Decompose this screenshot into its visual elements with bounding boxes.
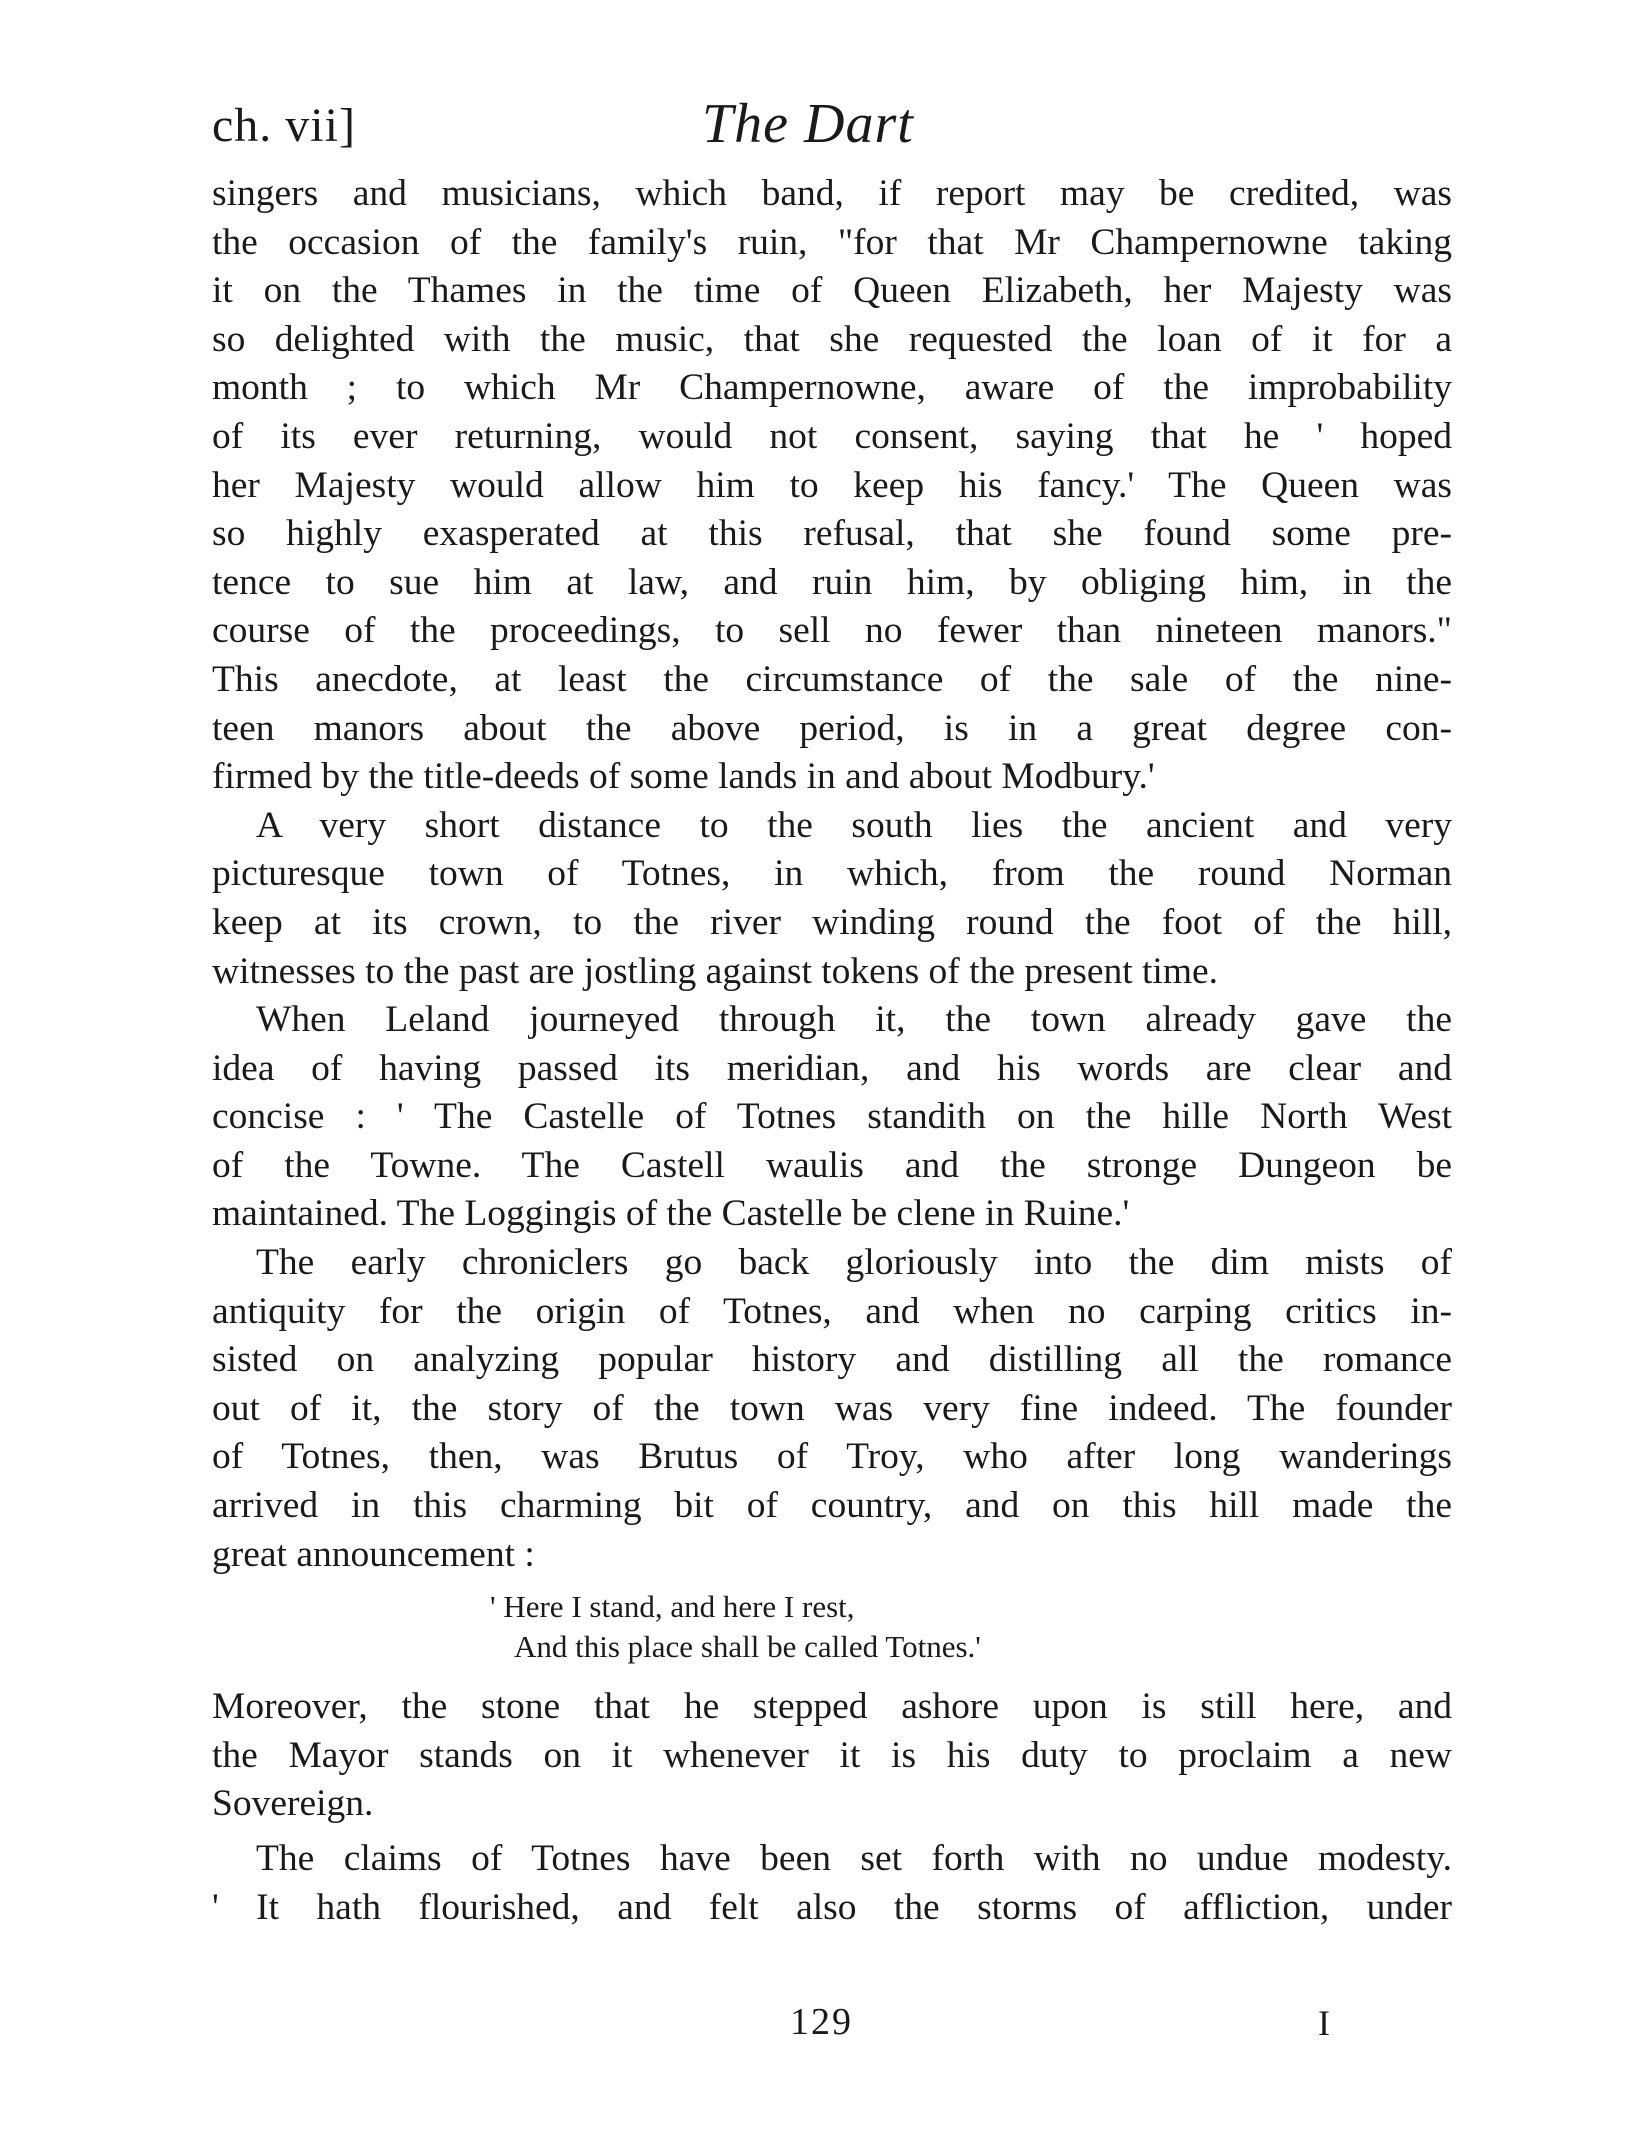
text-line: great announcement : — [212, 1533, 535, 1575]
text-line: her Majesty would allow him to keep his fancy.' The Queen was — [212, 464, 1452, 506]
paragraph — [212, 170, 1452, 802]
paragraph — [212, 802, 1452, 996]
text-line: The claims of Totnes have been set forth with no undue modesty. — [256, 1838, 1452, 1879]
text-line: singers and musicians, which band, if report may be credited, was — [212, 173, 1452, 214]
text-line: course of the proceedings, to sell no fewer than nineteen manors." — [212, 610, 1452, 652]
text-line: Sovereign. — [212, 1783, 374, 1825]
body-text — [212, 170, 1452, 1932]
text-line: of the Towne. The Castell waulis and the stronge Dungeon be — [212, 1144, 1452, 1186]
running-head — [212, 93, 1452, 178]
text-line: of its ever returning, would not consent, saying that he ' hoped — [212, 415, 1452, 457]
running-title: The Dart — [702, 93, 914, 155]
text-line: the Mayor stands on it whenever it is his duty to proclaim a new — [212, 1734, 1452, 1776]
text-line: When Leland journeyed through it, the town already gave the — [256, 999, 1452, 1041]
text-line: concise : ' The Castelle of Totnes standith on the hille North West — [212, 1096, 1452, 1138]
text-line: ' It hath flourished, and felt also the storms of affliction, under — [212, 1886, 1452, 1928]
text-line: the occasion of the family's ruin, "for that Mr Champernowne taking — [212, 221, 1452, 263]
text-line: tence to sue him at law, and ruin him, by obliging him, in the — [212, 561, 1452, 603]
text-line: so delighted with the music, that she requested the loan of it for a — [212, 318, 1452, 360]
paragraph — [212, 1239, 1452, 1579]
verse-quotation — [212, 1587, 1452, 1667]
page-number: 129 — [790, 2001, 853, 2043]
text-line: sisted on analyzing popular history and distilling all the romance — [212, 1339, 1452, 1381]
text-line: witnesses to the past are jostling against tokens of the present time. — [212, 950, 1219, 992]
text-line: This anecdote, at least the circumstance of the sale of the nine- — [212, 658, 1452, 700]
text-line: The early chroniclers go back gloriously into the dim mists of — [256, 1242, 1452, 1284]
text-line: Moreover, the stone that he stepped ashore upon is still here, and — [212, 1686, 1452, 1728]
paragraph — [212, 1835, 1452, 1932]
paragraph — [212, 1683, 1452, 1829]
text-line: A very short distance to the south lies the ancient and very — [256, 804, 1452, 846]
signature-mark: I — [1318, 2003, 1330, 2043]
text-line: out of it, the story of the town was very fine indeed. The founder — [212, 1387, 1452, 1429]
text-line: maintained. The Loggingis of the Castelle be clene in Ruine.' — [212, 1193, 1130, 1235]
paragraph — [212, 996, 1452, 1239]
text-line: firmed by the title-deeds of some lands in and about Modbury.' — [212, 756, 1155, 798]
verse-line: ' Here I stand, and here I rest, — [490, 1589, 855, 1625]
text-line: it on the Thames in the time of Queen Elizabeth, her Majesty was — [212, 270, 1452, 312]
text-line: keep at its crown, to the river winding round the foot of the hill, — [212, 901, 1452, 943]
text-line: arrived in this charming bit of country, and on this hill made the — [212, 1485, 1452, 1527]
text-line: picturesque town of Totnes, in which, from the round Norman — [212, 853, 1452, 895]
text-line: so highly exasperated at this refusal, that she found some pre- — [212, 513, 1452, 555]
text-line: teen manors about the above period, is in a great degree con- — [212, 707, 1452, 749]
text-line: idea of having passed its meridian, and his words are clear and — [212, 1047, 1452, 1089]
chapter-reference: ch. vii] — [212, 99, 356, 152]
text-line: month ; to which Mr Champernowne, aware of the improbability — [212, 367, 1452, 409]
text-line: antiquity for the origin of Totnes, and when no carping critics in- — [212, 1290, 1452, 1332]
text-line: of Totnes, then, was Brutus of Troy, who after long wanderings — [212, 1436, 1452, 1478]
verse-line: And this place shall be called Totnes.' — [514, 1629, 981, 1665]
